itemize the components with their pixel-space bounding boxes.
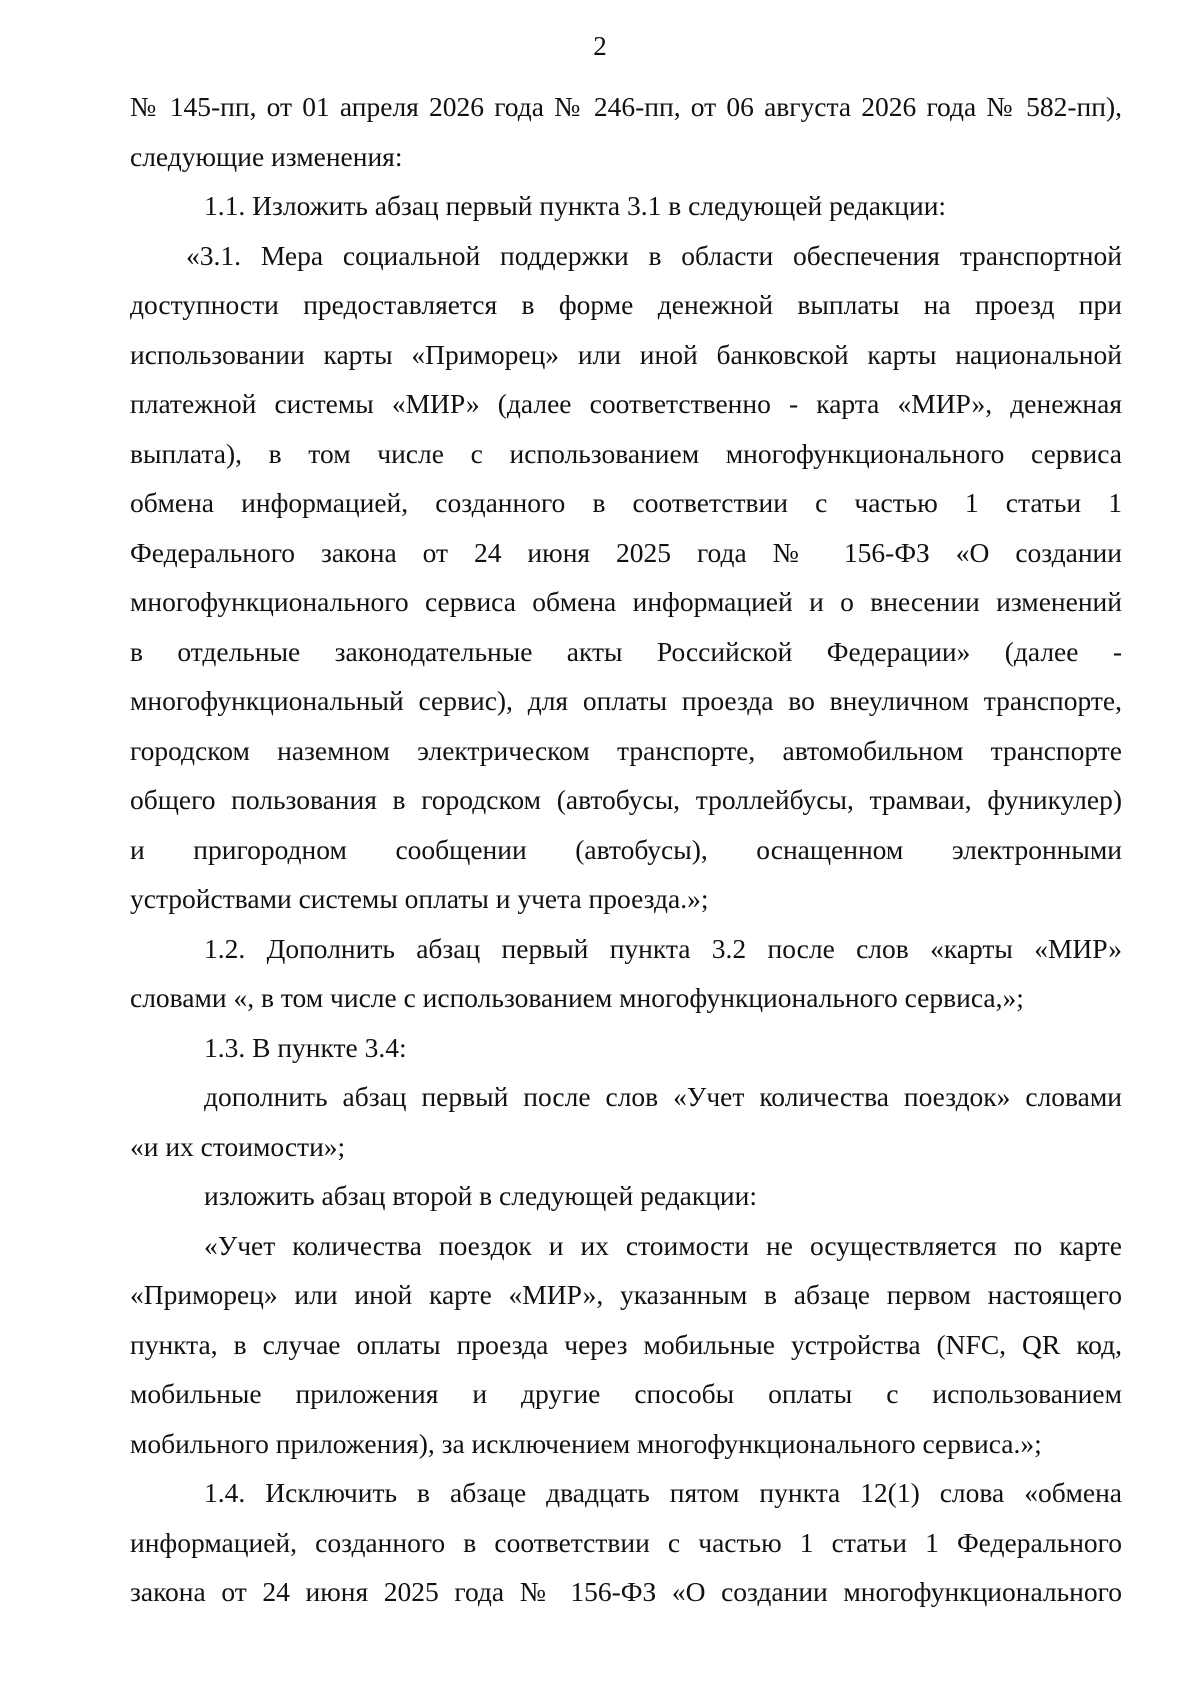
text-line: мобильного приложения), за исключением многофункционального сервиса.»; [130,1427,1042,1459]
text-line: платежной системы «МИР» (далее соответственно - карта «МИР», денежная [130,388,1122,419]
text-line: «Учет количества поездок и их стоимости не осуществляется по карте [204,1229,1122,1261]
paragraph-quote-accounting [130,1221,1122,1469]
text-line: устройствами системы оплаты и учета проезда.»; [130,883,709,914]
text-line: «Приморец» или иной карте «МИР», указанным в абзаце первом настоящего [130,1279,1122,1310]
paragraph-item-1-3-sub-1 [130,1072,1122,1171]
text-line: словами «, в том числе с использованием многофункционального сервиса,»; [130,982,1024,1013]
text-line: пункта, в случае оплаты проезда через мобильные устройства (NFC, QR код, [130,1328,1122,1360]
text-line: многофункционального сервиса обмена информацией и о внесении изменений [130,586,1122,617]
paragraph-item-1-4 [130,1468,1122,1617]
text-line: следующие изменения: [130,140,403,172]
text-line: доступности предоставляется в форме денежной выплаты на проезд при [130,289,1122,320]
text-line: изложить абзац второй в следующей редакции: [204,1180,758,1211]
text-line: «и их стоимости»; [130,1130,346,1162]
text-line: закона от 24 июня 2025 года № 156-ФЗ «О создании многофункционального [130,1576,1122,1607]
document-body [130,82,1122,1617]
text-line: обмена информацией, созданного в соответствии с частью 1 статьи 1 [130,487,1122,518]
text-line: использовании карты «Приморец» или иной банковской карты национальной [130,338,1122,370]
page-number: 2 [593,31,607,61]
text-line: городском наземном электрическом транспорте, автомобильном транспорте [130,734,1122,766]
paragraph-item-1-2 [130,924,1122,1023]
text-line: № 145-пп, от 01 апреля 2026 года № 246-пп, от 06 августа 2026 года № 582-пп), [130,91,1122,122]
paragraph-item-1-3-sub-2 [130,1171,1122,1221]
paragraph-item-1-3 [130,1023,1122,1073]
text-line: выплата), в том числе с использованием многофункционального сервиса [130,437,1122,469]
text-line: 1.3. В пункте 3.4: [204,1031,407,1063]
text-line: дополнить абзац первый после слов «Учет количества поездок» словами [204,1081,1122,1112]
text-line: в отдельные законодательные акты Российской Федерации» (далее - [130,635,1122,667]
text-line: 1.1. Изложить абзац первый пункта 3.1 в следующей редакции: [204,190,947,221]
paragraph-item-1-1 [130,181,1122,231]
text-line: 1.4. Исключить в абзаце двадцать пятом пункта 12(1) слова «обмена [204,1477,1122,1508]
text-line: 1.2. Дополнить абзац первый пункта 3.2 после слов «карты «МИР» [204,932,1122,964]
text-line: информацией, созданного в соответствии с частью 1 статьи 1 Федерального [130,1526,1122,1558]
paragraph-quote-3-1 [130,231,1122,924]
text-line: и пригородном сообщении (автобусы), оснащенном электронными [130,833,1122,865]
text-line: «3.1. Мера социальной поддержки в области обеспечения транспортной [186,239,1122,271]
text-line: общего пользования в городском (автобусы, троллейбусы, трамваи, фуникулер) [130,784,1122,815]
paragraph-intro-continuation [130,82,1122,181]
text-line: Федерального закона от 24 июня 2025 года № 156-ФЗ «О создании [130,536,1122,568]
text-line: мобильные приложения и другие способы оплаты с использованием [130,1378,1122,1409]
text-line: многофункциональный сервис), для оплаты проезда во внеуличном транспорте, [130,685,1122,716]
